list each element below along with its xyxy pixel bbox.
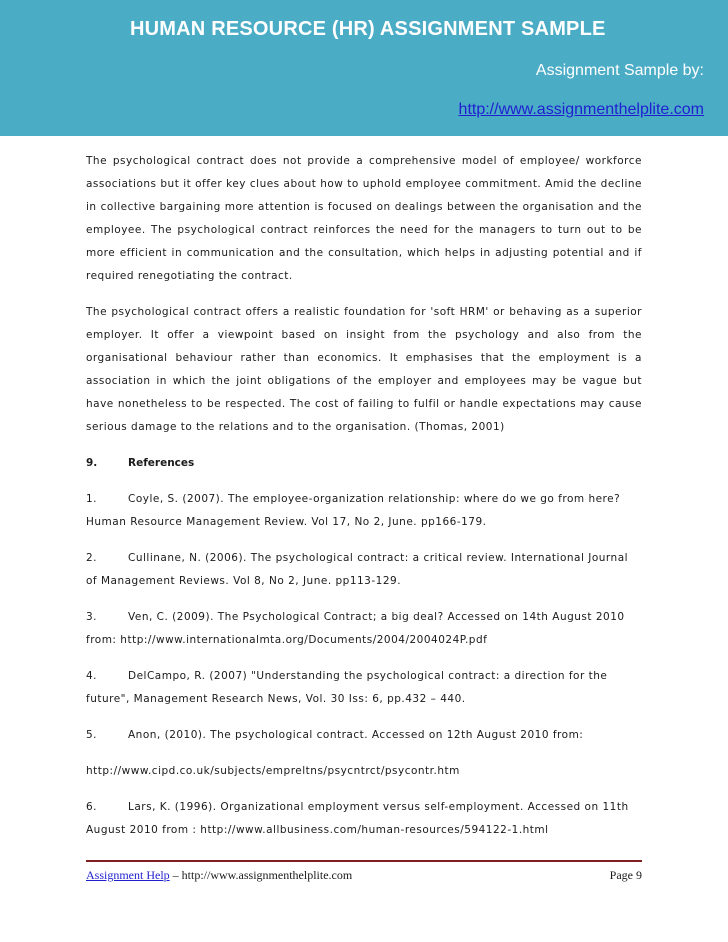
reference-text: Ven, C. (2009). The Psychological Contract; a big deal? Accessed on 14th August 2010 from: http://www.internationalmta.org/Documents/2004/2004024P.pdf [86, 611, 625, 646]
reference-text: Coyle, S. (2007). The employee-organization relationship: where do we go from here? Human Resource Management Review. Vol 17, No 2, June. pp166-179. [86, 493, 621, 528]
reference-text: Cullinane, N. (2006). The psychological contract: a critical review. International Journal of Management Reviews. Vol 8, No 2, June. pp113-129. [86, 552, 629, 587]
reference-item [86, 547, 642, 593]
body-paragraph: The psychological contract offers a realistic foundation for 'soft HRM' or behaving as a superior employer. It offer a viewpoint based on insight from the psychology and also from the organisational behaviour rather than economics. It emphasises that the employment is a association in which the joint obligations of the employer and employees may be vague but have nonetheless to be respected. The cost of failing to fulfil or handle expectations may cause serious damage to the relations and to the organisation. (Thomas, 2001) [86, 306, 642, 433]
document-title: HUMAN RESOURCE (HR) ASSIGNMENT SAMPLE [130, 18, 606, 40]
assignment-sample-by: Assignment Sample by: [535, 62, 704, 79]
section-title: References [128, 457, 195, 469]
reference-item [86, 796, 642, 842]
reference-item [86, 488, 642, 534]
footer-divider [86, 860, 642, 862]
body-paragraph: The psychological contract does not provide a comprehensive model of employee/ workforce associations but it offer key clues about how to uphold employee commitment. Amid the decline in collective bargaining more attention is focused on dealings between the organisation and the employee. The psychological contract reinforces the need for the managers to turn out to be more efficient in communication and the consultation, which helps in adjusting potential and if required renegotiating the contract. [86, 155, 642, 282]
reference-text: DelCampo, R. (2007) "Understanding the psychological contract: a direction for the future", Management Research News, Vol. 30 Iss: 6, pp.432 – 440. [86, 670, 608, 705]
reference-item [86, 606, 642, 652]
header-website-link[interactable]: http://www.assignmenthelplite.com [458, 101, 704, 118]
reference-text: Lars, K. (1996). Organizational employment versus self-employment. Accessed on 11th August 2010 from : http://www.allbusiness.com/human-resources/594122-1.html [86, 801, 629, 836]
reference-item [86, 665, 642, 711]
section-number: 9. [86, 457, 98, 469]
reference-number: 1. [86, 493, 98, 505]
footer-assignment-help-link[interactable]: Assignment Help [86, 868, 170, 882]
references-heading [86, 452, 642, 475]
reference-item [86, 724, 642, 747]
reference-number: 5. [86, 729, 98, 741]
reference-number: 2. [86, 552, 98, 564]
page-content [86, 150, 642, 855]
page-number: Page 9 [609, 868, 642, 882]
header-banner [0, 0, 728, 136]
reference-number: 3. [86, 611, 98, 623]
reference-url: http://www.cipd.co.uk/subjects/empreltns/psycntrct/psycontr.htm [86, 765, 460, 777]
reference-text: Anon, (2010). The psychological contract. Accessed on 12th August 2010 from: [128, 729, 584, 741]
reference-number: 6. [86, 801, 98, 813]
footer-url-text: – http://www.assignmenthelplite.com [169, 868, 353, 882]
reference-number: 4. [86, 670, 98, 682]
footer [86, 868, 642, 886]
